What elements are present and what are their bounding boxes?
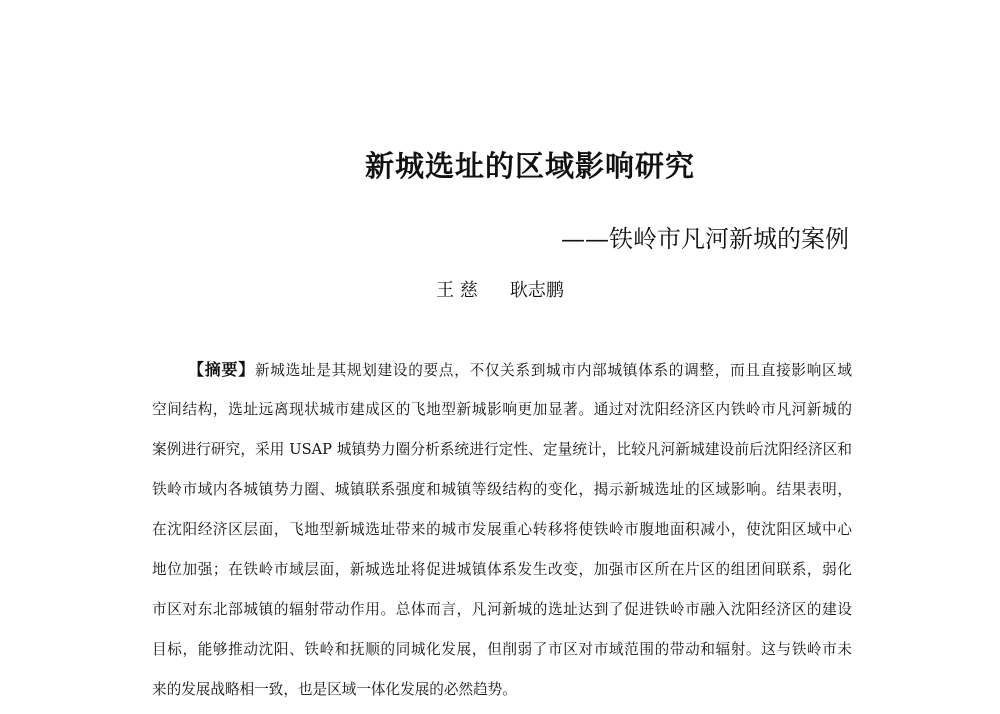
abstract-line: 【摘要】新城选址是其规划建设的要点，不仅关系到城市内部城镇体系的调整，而且直接影响区域 bbox=[188, 360, 852, 379]
paper-subtitle: ——铁岭市凡河新城的案例 bbox=[561, 225, 849, 253]
author-list bbox=[0, 276, 1000, 306]
abstract bbox=[152, 350, 852, 710]
abstract-line: 铁岭市域内各城镇势力圈、城镇联系强度和城镇等级结构的变化，揭示新城选址的区域影响。结果表明， bbox=[152, 481, 852, 498]
paper-title: 新城选址的区域影响研究 bbox=[364, 149, 695, 183]
abstract-line: 目标，能够推动沈阳、铁岭和抚顺的同城化发展，但削弱了市区对市域范围的带动和辐射。这与铁岭市未 bbox=[152, 641, 852, 658]
abstract-label: 【摘要】 bbox=[188, 360, 255, 379]
abstract-line: 案例进行研究，采用 USAP 城镇势力圈分析系统进行定性、定量统计，比较凡河新城建设前后沈阳经济区和 bbox=[152, 441, 852, 458]
abstract-line: 来的发展战略相一致，也是区域一体化发展的必然趋势。 bbox=[152, 681, 517, 698]
abstract-line: 市区对东北部城镇的辐射带动作用。总体而言，凡河新城的选址达到了促进铁岭市融入沈阳经济区的建设 bbox=[152, 601, 852, 618]
abstract-line: 在沈阳经济区层面，飞地型新城选址带来的城市发展重心转移将使铁岭市腹地面积减小，使沈阳区域中心 bbox=[152, 521, 852, 538]
author-name: 耿志鹏 bbox=[509, 280, 564, 301]
abstract-line: 地位加强；在铁岭市域层面，新城选址将促进城镇体系发生改变，加强市区所在片区的组团间联系，弱化 bbox=[152, 561, 852, 578]
abstract-line: 空间结构，选址远离现状城市建成区的飞地型新城影响更加显著。通过对沈阳经济区内铁岭市凡河新城的 bbox=[152, 401, 852, 418]
author-name: 王 慈 bbox=[436, 280, 478, 301]
